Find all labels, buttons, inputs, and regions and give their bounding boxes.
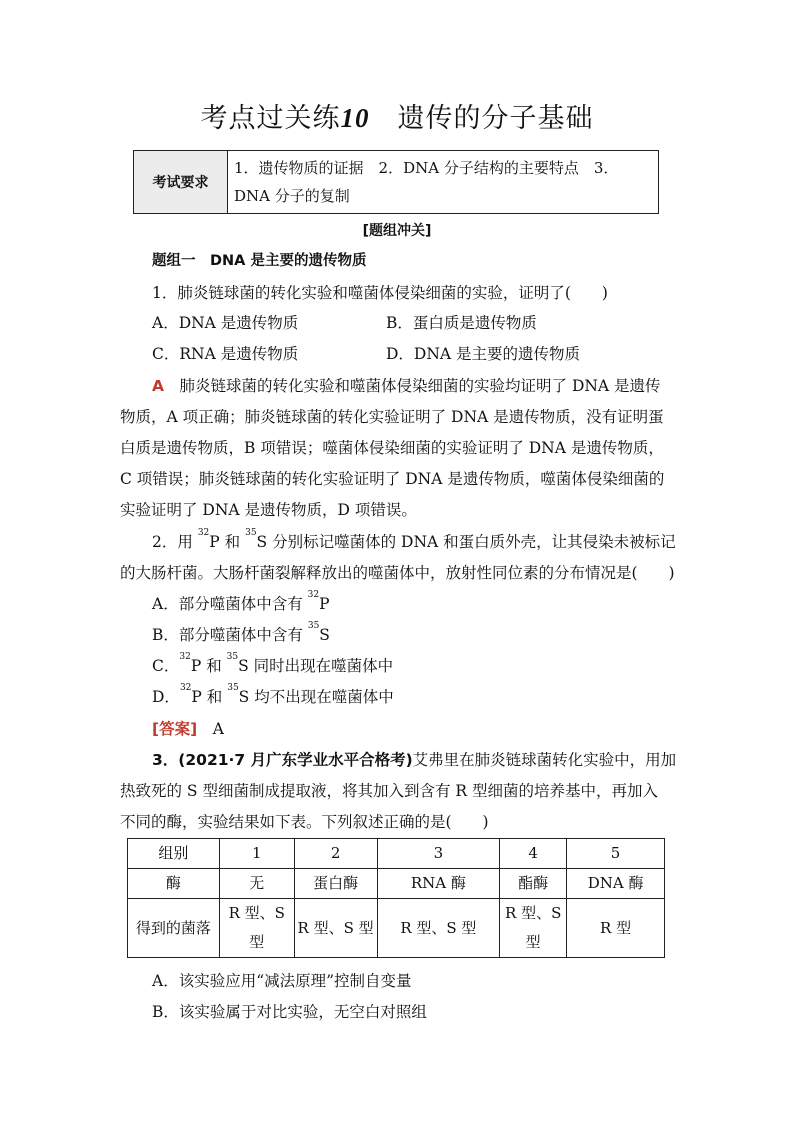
q2-opt-a-element: P xyxy=(319,595,330,613)
q2-and: 和 xyxy=(224,533,241,551)
q1-answer: A xyxy=(152,377,164,395)
section-tag: [题组冲关] xyxy=(362,223,432,239)
group-heading: 题组一 DNA 是主要的遗传物质 xyxy=(152,253,367,269)
q2-opt-a-iso: 32 xyxy=(307,590,320,600)
q2-opt-d-suffix: 均不出现在噬菌体中 xyxy=(254,688,394,706)
q2-opt-d-p: P xyxy=(191,688,202,706)
table-row xyxy=(128,899,665,958)
q2-option-c xyxy=(152,654,393,676)
table-cell: 蛋白酶 xyxy=(294,869,377,899)
q3-source: 3．(2021·7 月广东学业水平合格考) xyxy=(152,751,413,769)
table-cell: R 型、S 型 xyxy=(294,899,377,958)
q2-opt-d-s: S xyxy=(238,688,250,706)
table-cell: R 型、S 型 xyxy=(219,899,294,958)
q2-opt-c-and: 和 xyxy=(206,657,222,675)
q2-opt-d-iso-p: 32 xyxy=(179,683,192,693)
q2-option-a xyxy=(152,592,330,614)
table-cell: 1 xyxy=(219,839,294,869)
requirements-text: 1．遗传物质的证据 2．DNA 分子结构的主要特点 3．DNA 分子的复制 xyxy=(234,159,619,205)
table-cell: DNA 酶 xyxy=(567,869,665,899)
q2-opt-c-iso-s: 35 xyxy=(226,652,239,662)
q2-opt-c-s: S xyxy=(238,657,249,675)
q1-option-c: C．RNA 是遗传物质 xyxy=(152,345,299,363)
q2-opt-b-element: S xyxy=(319,626,330,644)
table-cell: 3 xyxy=(377,839,500,869)
q2-iso-p: 32 xyxy=(197,528,210,538)
table-cell: R 型、S 型 xyxy=(377,899,500,958)
table-row xyxy=(128,869,665,899)
q1-option-a: A．DNA 是遗传物质 xyxy=(152,314,299,332)
table-cell: R 型 xyxy=(567,899,665,958)
requirements-label: 考试要求 xyxy=(134,151,228,213)
title-number: 10 xyxy=(340,103,370,133)
q2-answer-line xyxy=(152,717,224,739)
q2-opt-b-iso: 35 xyxy=(307,621,320,631)
q3-stem-1-rest: 艾弗里在肺炎链球菌转化实验中，用加 xyxy=(412,751,677,769)
table-cell: 5 xyxy=(567,839,665,869)
q2-opt-b-text: B．部分噬菌体中含有 xyxy=(152,626,303,644)
q2-opt-c-p: P xyxy=(190,657,202,675)
table-cell: 4 xyxy=(500,839,567,869)
q1-explain-1: 肺炎链球菌的转化实验和噬菌体侵染细菌的实验均证明了 DNA 是遗传 xyxy=(179,377,661,395)
requirements-box xyxy=(133,150,659,214)
q2-option-d xyxy=(152,685,394,707)
q2-opt-c-suffix: 同时出现在噬菌体中 xyxy=(253,657,394,675)
table-cell: R 型、S 型 xyxy=(500,899,567,958)
q2-opt-c-iso-p: 32 xyxy=(179,652,191,662)
q2-option-b xyxy=(152,623,330,645)
q1-explain-4: C 项错误；肺炎链球菌的转化实验证明了 DNA 是遗传物质，噬菌体侵染细菌的 xyxy=(120,470,665,488)
q2-stem-1-end: 分别标记噬菌体的 DNA 和蛋白质外壳，让其侵染未被标记 xyxy=(272,533,676,551)
q2-iso-s: 35 xyxy=(245,528,257,538)
q1-explain-5: 实验证明了 DNA 是遗传物质，D 项错误。 xyxy=(120,501,417,519)
q2-opt-d-prefix: D． xyxy=(152,688,180,706)
title-main: 考点过关练 xyxy=(200,103,341,134)
q2-answer: A xyxy=(212,720,224,738)
table-row xyxy=(128,839,665,869)
q3-stem-2: 热致死的 S 型细菌制成提取液，将其加入到含有 R 型细菌的培养基中，再加入 xyxy=(120,782,658,800)
page-title xyxy=(0,96,794,135)
table-header-cell: 酶 xyxy=(128,869,220,899)
q3-option-a: A．该实验应用“减法原理”控制自变量 xyxy=(152,972,412,990)
q1-explain-3: 白质是遗传物质，B 项错误；噬菌体侵染细菌的实验证明了 DNA 是遗传物质， xyxy=(120,439,664,457)
q2-s: S xyxy=(256,533,268,551)
table-header-cell: 组别 xyxy=(128,839,220,869)
q3-stem-3: 不同的酶，实验结果如下表。下列叙述正确的是( ) xyxy=(120,813,489,831)
table-cell: 无 xyxy=(219,869,294,899)
q2-opt-d-and: 和 xyxy=(206,688,223,706)
q1-explanation-line xyxy=(152,374,661,396)
q2-num: 2．用 xyxy=(152,533,193,551)
q2-opt-a-text: A．部分噬菌体中含有 xyxy=(152,595,303,613)
table-header-cell: 得到的菌落 xyxy=(128,899,220,958)
q1-option-d: D．DNA 是主要的遗传物质 xyxy=(386,345,581,363)
table-cell: 酯酶 xyxy=(500,869,567,899)
q2-opt-c-prefix: C． xyxy=(152,657,180,675)
table-cell: 2 xyxy=(294,839,377,869)
table-cell: RNA 酶 xyxy=(377,869,500,899)
q2-opt-d-iso-s: 35 xyxy=(227,683,239,693)
q2-p: P xyxy=(209,533,220,551)
q3-experiment-table xyxy=(127,838,665,958)
q3-option-b: B．该实验属于对比实验，无空白对照组 xyxy=(152,1003,427,1021)
q3-stem-1 xyxy=(152,748,676,770)
q2-stem-1 xyxy=(152,530,676,552)
q1-explain-2: 物质，A 项正确；肺炎链球菌的转化实验证明了 DNA 是遗传物质，没有证明蛋 xyxy=(120,408,664,426)
q1-stem: 1．肺炎链球菌的转化实验和噬菌体侵染细菌的实验，证明了( ) xyxy=(152,284,608,302)
title-sub: 遗传的分子基础 xyxy=(397,103,594,134)
q2-answer-label: [答案] xyxy=(152,720,198,738)
q1-option-b: B．蛋白质是遗传物质 xyxy=(386,314,537,332)
q2-stem-2: 的大肠杆菌。大肠杆菌裂解释放出的噬菌体中，放射性同位素的分布情况是( ) xyxy=(120,564,675,582)
